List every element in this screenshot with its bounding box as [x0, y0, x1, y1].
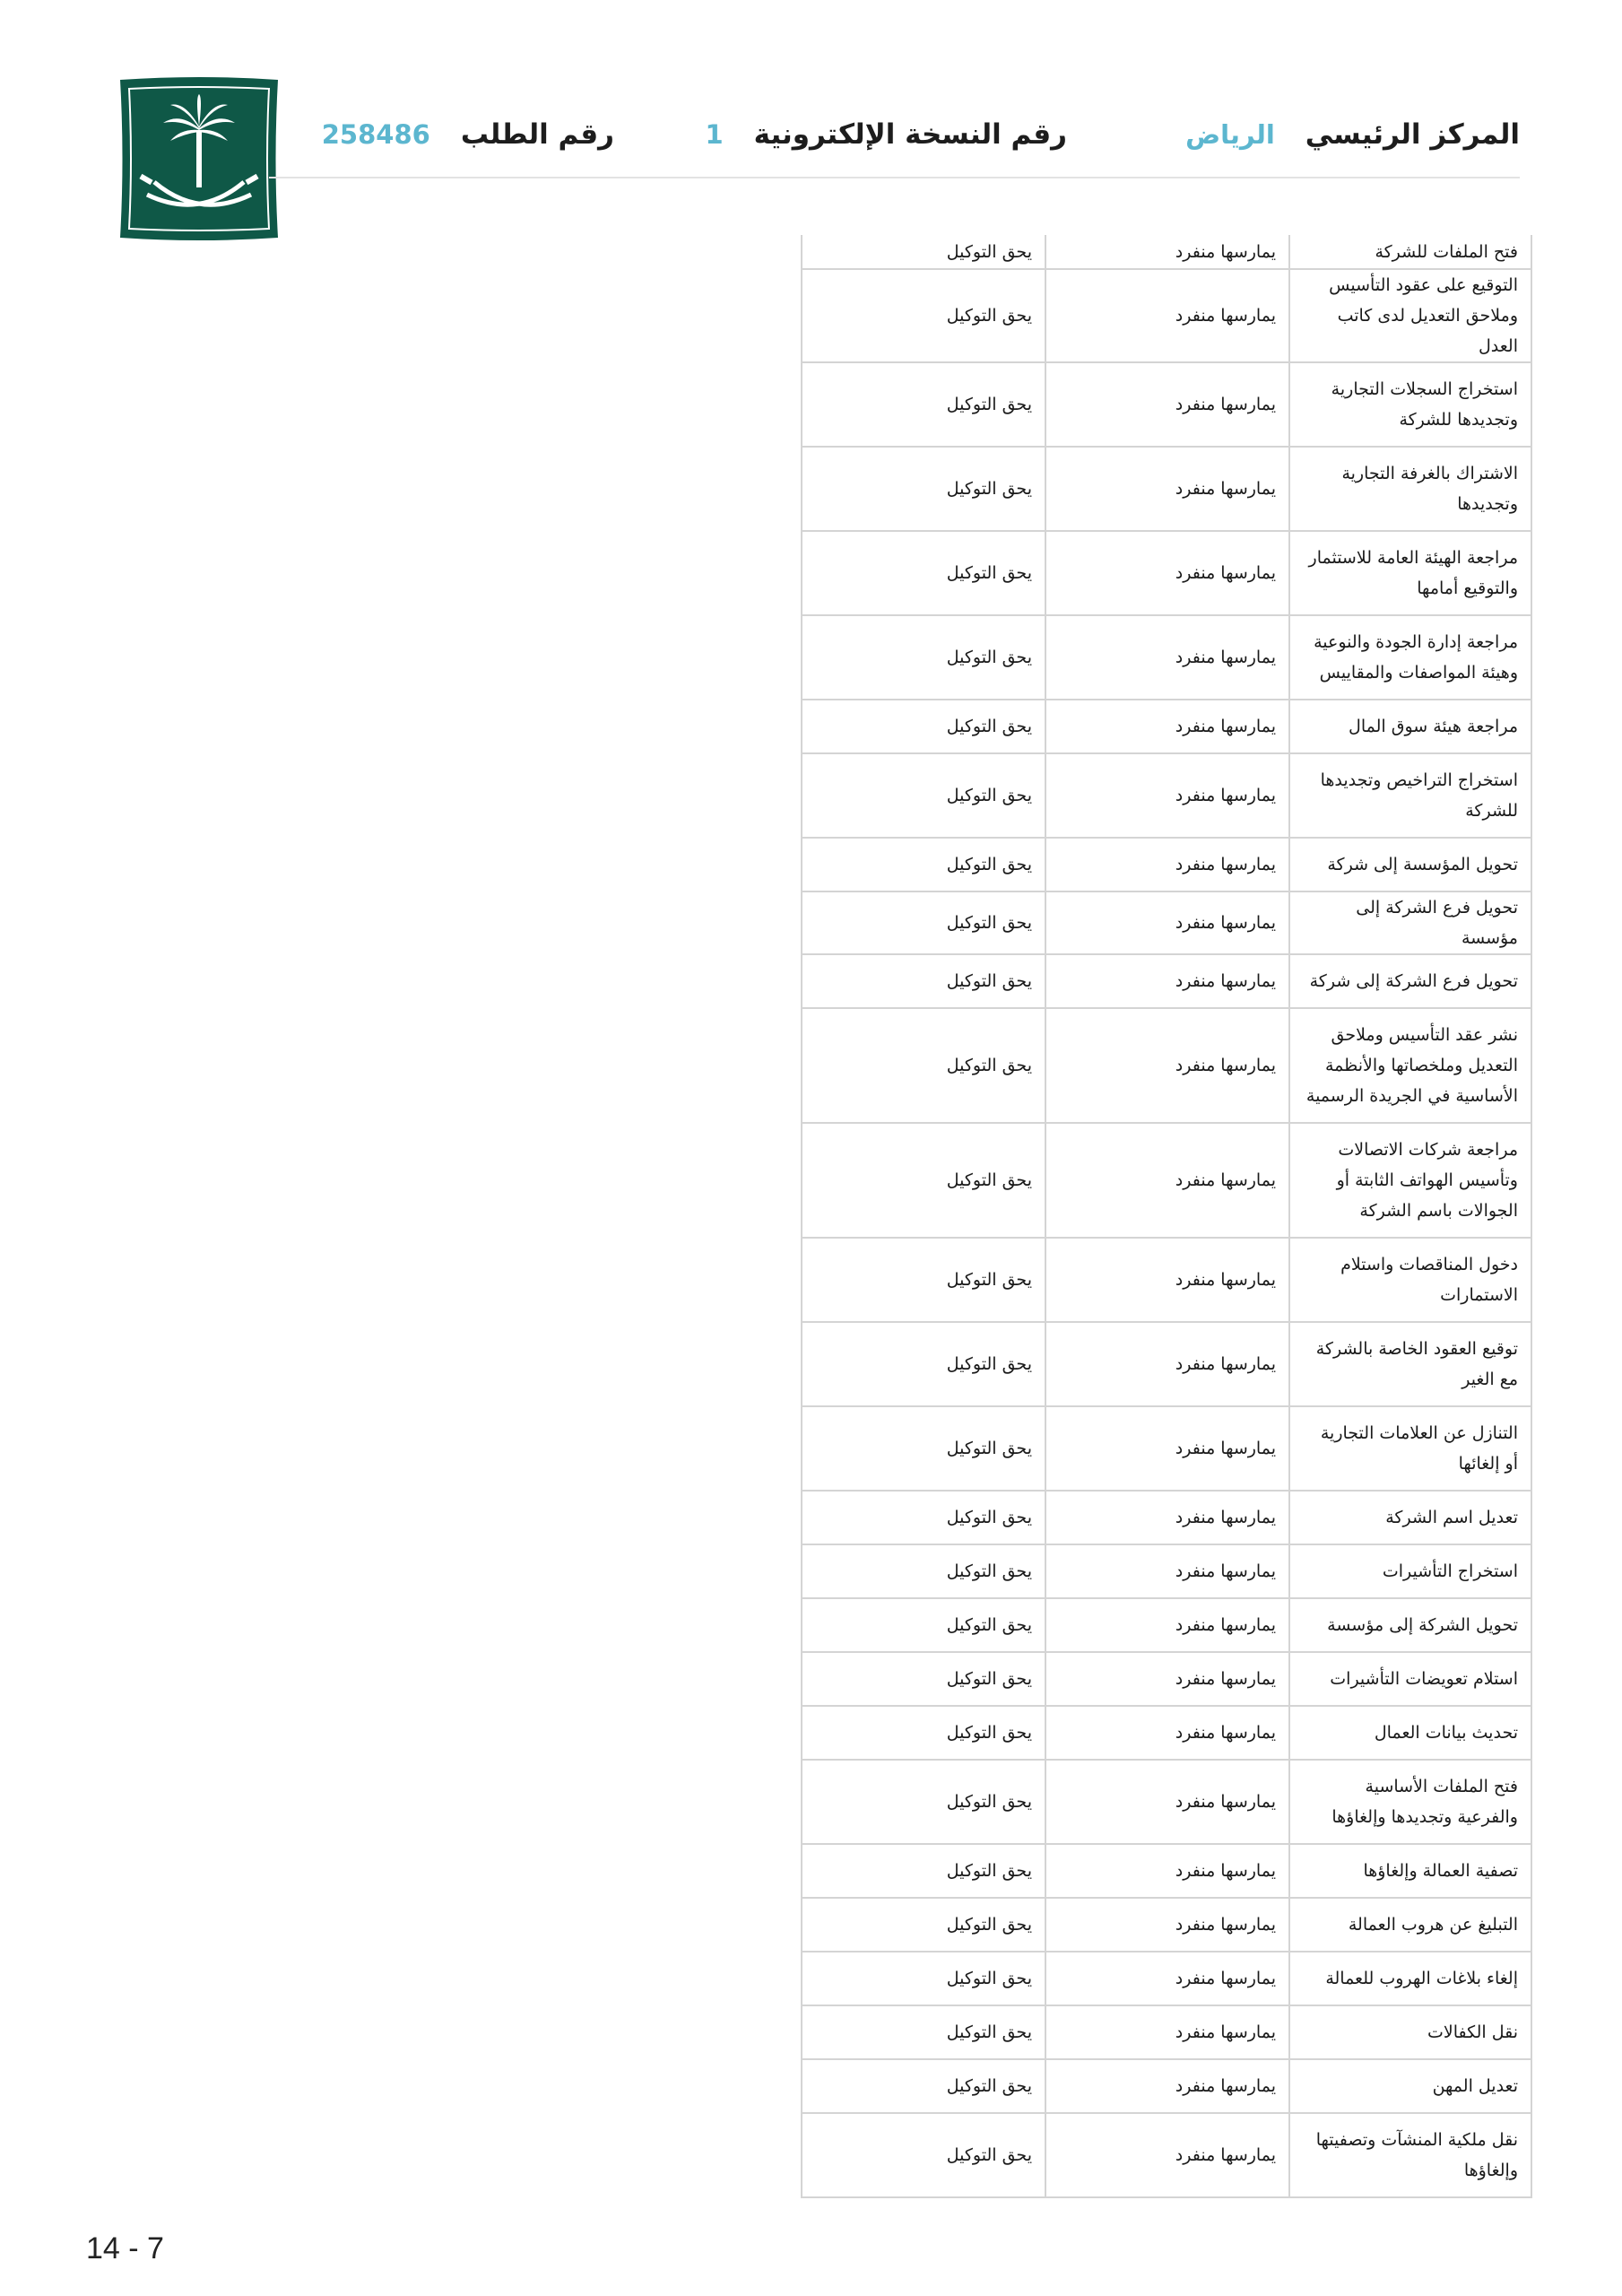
center-group — [1185, 118, 1520, 151]
delegation-cell: يحق التوكيل — [802, 1898, 1045, 1952]
table-row — [802, 362, 1531, 447]
practice-cell: يمارسها منفرد — [1045, 2005, 1289, 2059]
delegation-cell: يحق التوكيل — [802, 447, 1045, 531]
center-value: الرياض — [1185, 119, 1275, 150]
delegation-cell: يحق التوكيل — [802, 1544, 1045, 1598]
delegation-cell: يحق التوكيل — [802, 1238, 1045, 1322]
table-row — [802, 891, 1531, 954]
delegation-cell: يحق التوكيل — [802, 269, 1045, 362]
delegation-cell: يحق التوكيل — [802, 1706, 1045, 1760]
power-cell: استخراج السجلات التجارية وتجديدها للشركة — [1289, 362, 1531, 447]
practice-cell: يمارسها منفرد — [1045, 1406, 1289, 1491]
table-row — [802, 2005, 1531, 2059]
power-cell: تحويل الشركة إلى مؤسسة — [1289, 1598, 1531, 1652]
delegation-cell: يحق التوكيل — [802, 1008, 1045, 1123]
table-row — [802, 2113, 1531, 2197]
table-row — [802, 269, 1531, 362]
delegation-cell: يحق التوكيل — [802, 838, 1045, 891]
table-row — [802, 1008, 1531, 1123]
practice-cell: يمارسها منفرد — [1045, 531, 1289, 615]
power-cell: نشر عقد التأسيس وملاحق التعديل وملخصاتها والأنظمة الأساسية في الجريدة الرسمية — [1289, 1008, 1531, 1123]
power-cell: نقل الكفالات — [1289, 2005, 1531, 2059]
practice-cell: يمارسها منفرد — [1045, 1123, 1289, 1238]
practice-cell: يمارسها منفرد — [1045, 447, 1289, 531]
table-row — [802, 1898, 1531, 1952]
table-row — [802, 1544, 1531, 1598]
power-cell: فتح الملفات للشركة — [1289, 235, 1531, 269]
ministry-emblem-logo — [117, 76, 282, 241]
power-cell: توقيع العقود الخاصة بالشركة مع الغير — [1289, 1322, 1531, 1406]
power-cell: استلام تعويضات التأشيرات — [1289, 1652, 1531, 1706]
practice-cell: يمارسها منفرد — [1045, 1652, 1289, 1706]
delegation-cell: يحق التوكيل — [802, 1123, 1045, 1238]
delegation-cell: يحق التوكيل — [802, 1491, 1045, 1544]
request-number-value: 258486 — [321, 119, 430, 150]
table-row — [802, 1598, 1531, 1652]
delegation-cell: يحق التوكيل — [802, 2059, 1045, 2113]
delegation-cell: يحق التوكيل — [802, 1406, 1045, 1491]
practice-cell: يمارسها منفرد — [1045, 1544, 1289, 1598]
table-row — [802, 531, 1531, 615]
practice-cell: يمارسها منفرد — [1045, 1491, 1289, 1544]
table-row — [802, 1406, 1531, 1491]
header-divider — [269, 177, 1520, 178]
delegation-cell: يحق التوكيل — [802, 954, 1045, 1008]
table-row — [802, 1491, 1531, 1544]
practice-cell: يمارسها منفرد — [1045, 1898, 1289, 1952]
table-row — [802, 1652, 1531, 1706]
practice-cell: يمارسها منفرد — [1045, 2059, 1289, 2113]
power-cell: نقل ملكية المنشآت وتصفيتها وإلغاؤها — [1289, 2113, 1531, 2197]
power-cell: تحويل المؤسسة إلى شركة — [1289, 838, 1531, 891]
table-row — [802, 447, 1531, 531]
table-row — [802, 700, 1531, 753]
table-row — [802, 1238, 1531, 1322]
power-cell: التنازل عن العلامات التجارية أو إلغائها — [1289, 1406, 1531, 1491]
table-row — [802, 2059, 1531, 2113]
delegation-cell: يحق التوكيل — [802, 2005, 1045, 2059]
delegation-cell: يحق التوكيل — [802, 615, 1045, 700]
table-row — [802, 838, 1531, 891]
practice-cell: يمارسها منفرد — [1045, 1844, 1289, 1898]
power-cell: تعديل اسم الشركة — [1289, 1491, 1531, 1544]
document-header — [269, 99, 1520, 179]
table-row — [802, 1844, 1531, 1898]
practice-cell: يمارسها منفرد — [1045, 269, 1289, 362]
power-cell: تحويل فرع الشركة إلى مؤسسة — [1289, 891, 1531, 954]
copy-number-label: رقم النسخة الإلكترونية — [753, 118, 1067, 151]
request-number-label: رقم الطلب — [460, 118, 614, 151]
practice-cell: يمارسها منفرد — [1045, 1322, 1289, 1406]
table-row — [802, 615, 1531, 700]
delegation-cell: يحق التوكيل — [802, 235, 1045, 269]
delegation-cell: يحق التوكيل — [802, 531, 1045, 615]
power-cell: التبليغ عن هروب العمالة — [1289, 1898, 1531, 1952]
practice-cell: يمارسها منفرد — [1045, 2113, 1289, 2197]
practice-cell: يمارسها منفرد — [1045, 362, 1289, 447]
practice-cell: يمارسها منفرد — [1045, 615, 1289, 700]
delegation-cell: يحق التوكيل — [802, 1844, 1045, 1898]
power-cell: مراجعة شركات الاتصالات وتأسيس الهواتف الثابتة أو الجوالات باسم الشركة — [1289, 1123, 1531, 1238]
power-cell: الاشتراك بالغرفة التجارية وتجديدها — [1289, 447, 1531, 531]
power-cell: تعديل المهن — [1289, 2059, 1531, 2113]
practice-cell: يمارسها منفرد — [1045, 1008, 1289, 1123]
power-cell: إلغاء بلاغات الهروب للعمالة — [1289, 1952, 1531, 2005]
delegation-cell: يحق التوكيل — [802, 1760, 1045, 1844]
practice-cell: يمارسها منفرد — [1045, 235, 1289, 269]
copy-number-group — [705, 118, 1067, 151]
practice-cell: يمارسها منفرد — [1045, 1598, 1289, 1652]
delegation-cell: يحق التوكيل — [802, 891, 1045, 954]
practice-cell: يمارسها منفرد — [1045, 700, 1289, 753]
power-cell: استخراج التراخيص وتجديدها للشركة — [1289, 753, 1531, 838]
delegation-cell: يحق التوكيل — [802, 700, 1045, 753]
power-cell: مراجعة الهيئة العامة للاستثمار والتوقيع أمامها — [1289, 531, 1531, 615]
practice-cell: يمارسها منفرد — [1045, 1952, 1289, 2005]
delegation-cell: يحق التوكيل — [802, 362, 1045, 447]
practice-cell: يمارسها منفرد — [1045, 838, 1289, 891]
power-cell: تصفية العمالة وإلغاؤها — [1289, 1844, 1531, 1898]
copy-number-value: 1 — [705, 119, 724, 150]
practice-cell: يمارسها منفرد — [1045, 753, 1289, 838]
power-cell: فتح الملفات الأساسية والفرعية وتجديدها وإلغاؤها — [1289, 1760, 1531, 1844]
delegation-cell: يحق التوكيل — [802, 1322, 1045, 1406]
powers-table — [801, 235, 1525, 2198]
table-row — [802, 1123, 1531, 1238]
delegation-cell: يحق التوكيل — [802, 2113, 1045, 2197]
table-row — [802, 954, 1531, 1008]
table-row — [802, 1952, 1531, 2005]
table-row — [802, 1706, 1531, 1760]
practice-cell: يمارسها منفرد — [1045, 1238, 1289, 1322]
request-number-group — [322, 118, 614, 151]
practice-cell: يمارسها منفرد — [1045, 954, 1289, 1008]
power-cell: التوقيع على عقود التأسيس وملاحق التعديل لدى كاتب العدل — [1289, 269, 1531, 362]
power-cell: استخراج التأشيرات — [1289, 1544, 1531, 1598]
table-row — [802, 235, 1531, 269]
power-cell: تحديث بيانات العمال — [1289, 1706, 1531, 1760]
powers-table-body — [802, 235, 1531, 2197]
table-row — [802, 753, 1531, 838]
delegation-cell: يحق التوكيل — [802, 1952, 1045, 2005]
power-cell: دخول المناقصات واستلام الاستمارات — [1289, 1238, 1531, 1322]
power-cell: مراجعة هيئة سوق المال — [1289, 700, 1531, 753]
practice-cell: يمارسها منفرد — [1045, 1706, 1289, 1760]
delegation-cell: يحق التوكيل — [802, 753, 1045, 838]
power-cell: تحويل فرع الشركة إلى شركة — [1289, 954, 1531, 1008]
table-row — [802, 1322, 1531, 1406]
center-label: المركز الرئيسي — [1305, 118, 1520, 151]
page-number: 14 - 7 — [86, 2231, 164, 2266]
power-cell: مراجعة إدارة الجودة والنوعية وهيئة المواصفات والمقاييس — [1289, 615, 1531, 700]
table-row — [802, 1760, 1531, 1844]
practice-cell: يمارسها منفرد — [1045, 891, 1289, 954]
delegation-cell: يحق التوكيل — [802, 1652, 1045, 1706]
practice-cell: يمارسها منفرد — [1045, 1760, 1289, 1844]
delegation-cell: يحق التوكيل — [802, 1598, 1045, 1652]
